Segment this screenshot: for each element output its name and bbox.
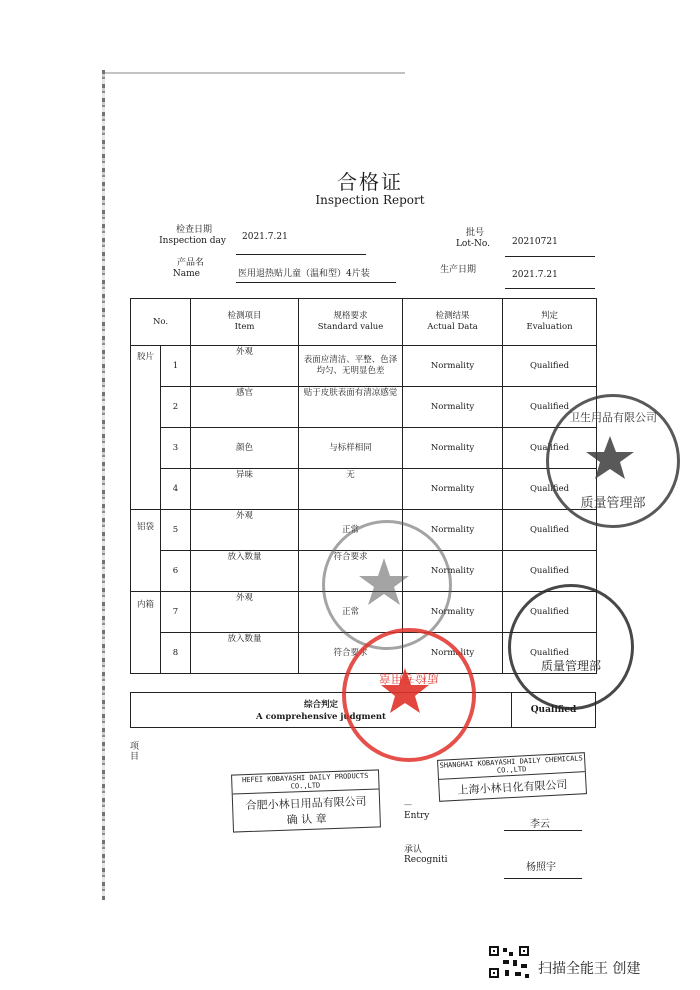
- row-item: 外观: [191, 346, 299, 387]
- recognition-underline: [504, 878, 582, 879]
- header-item: 检测项目 Item: [191, 299, 299, 346]
- row-standard: 符合要求: [299, 633, 403, 674]
- row-actual: Normality: [403, 387, 503, 428]
- product-name-label: 产品名 Name: [172, 258, 204, 279]
- row-actual: Normality: [403, 510, 503, 551]
- shanghai-stamp: SHANGHAI KOBAYASHI DAILY CHEMICALS CO.,LTD 上海小林日化有限公司: [437, 752, 587, 802]
- table-row: [131, 346, 597, 387]
- row-standard: 无: [299, 469, 403, 510]
- row-actual: Normality: [403, 469, 503, 510]
- lot-number-underline: [505, 256, 595, 257]
- row-item: 外观: [191, 510, 299, 551]
- row-evaluation: Qualified: [503, 551, 597, 592]
- row-actual: Normality: [403, 346, 503, 387]
- red-round-stamp: [342, 628, 476, 762]
- inspection-date-label: 检查日期 Inspection day: [159, 225, 226, 246]
- row-item: 异味: [191, 469, 299, 510]
- product-name-value: 医用退热贴儿童（温和型）4片装: [238, 269, 370, 279]
- row-item: 颜色: [191, 428, 299, 469]
- table-row: [131, 469, 597, 510]
- table-header-row: [131, 299, 597, 346]
- header-actual: 检测结果 Actual Data: [403, 299, 503, 346]
- entry-signature-name: 李云: [530, 819, 550, 830]
- row-standard: 表面应清洁、平整、色泽均匀、无明显色差: [299, 346, 403, 387]
- group-aluminum-bag: 铝袋: [131, 510, 161, 592]
- hefei-confirmation-stamp: HEFEI KOBAYASHI DAILY PRODUCTS CO.,LTD 合肥小林日用品有限公司 确 认 章: [231, 769, 381, 832]
- bottom-right-round-stamp: [508, 584, 634, 710]
- row-no: 6: [161, 551, 191, 592]
- document-subtitle: Inspection Report: [315, 193, 425, 207]
- comprehensive-judgment-label: 综合判定 A comprehensive judgment: [256, 700, 386, 722]
- row-no: 2: [161, 387, 191, 428]
- row-no: 3: [161, 428, 191, 469]
- row-evaluation: Qualified: [503, 346, 597, 387]
- row-actual: Normality: [403, 592, 503, 633]
- inspection-date-underline: [236, 254, 366, 255]
- lot-number-value: 20210721: [512, 237, 558, 247]
- row-no: 5: [161, 510, 191, 551]
- center-star-icon: [322, 520, 446, 644]
- row-standard: 符合要求: [299, 551, 403, 592]
- entry-label: Entry: [404, 811, 430, 821]
- entry-underline: [504, 830, 582, 831]
- row-evaluation: Qualified: [503, 633, 597, 674]
- row-item: 放入数量: [191, 551, 299, 592]
- red-stamp-center-text: 质检专用章: [379, 671, 440, 685]
- bottom-right-stamp-dept-text: 质量管理部: [540, 659, 601, 673]
- inspection-date-value: 2021.7.21: [242, 232, 288, 242]
- header-evaluation: 判定 Evaluation: [503, 299, 597, 346]
- row-evaluation: Qualified: [503, 592, 597, 633]
- production-date-underline: [505, 288, 595, 289]
- row-standard: 与标样相同: [299, 428, 403, 469]
- qr-code-icon: [487, 944, 531, 980]
- row-item: 外观: [191, 592, 299, 633]
- entry-label-cn: —: [404, 800, 412, 809]
- row-standard: 贴于皮肤表面有清凉感觉: [299, 387, 403, 428]
- row-no: 8: [161, 633, 191, 674]
- right-stamp-dept-text: 质量管理部: [580, 496, 646, 511]
- row-evaluation: Qualified: [503, 428, 597, 469]
- row-evaluation: Qualified: [503, 387, 597, 428]
- row-actual: Normality: [403, 428, 503, 469]
- row-actual: Normality: [403, 551, 503, 592]
- lot-number-label: 批号 Lot-No.: [455, 228, 490, 249]
- scanner-app-watermark: 扫描全能王 创建: [538, 961, 641, 977]
- production-date-label: 生产日期: [440, 265, 477, 275]
- comprehensive-judgment-result: Qualified: [530, 705, 577, 715]
- row-evaluation: Qualified: [503, 510, 597, 551]
- row-standard: 正常: [299, 592, 403, 633]
- scan-top-artifact: [105, 72, 405, 74]
- group-film: 胶片: [131, 346, 161, 510]
- document-title: 合格证: [337, 170, 403, 194]
- row-evaluation: Qualified: [503, 469, 597, 510]
- row-no: 7: [161, 592, 191, 633]
- row-no: 4: [161, 469, 191, 510]
- production-date-value: 2021.7.21: [512, 270, 558, 280]
- recognition-label-cn: 承认: [404, 845, 423, 855]
- group-inner-box: 内箱: [131, 592, 161, 674]
- row-no: 1: [161, 346, 191, 387]
- row-item: 放入数量: [191, 633, 299, 674]
- table-row: [131, 428, 597, 469]
- header-no: No.: [131, 299, 191, 346]
- entry-item-label-partial: 项目: [130, 742, 140, 762]
- recognition-signature-name: 杨照宇: [526, 862, 556, 873]
- product-name-underline: [236, 282, 396, 283]
- row-standard: 正常: [299, 510, 403, 551]
- row-item: 感官: [191, 387, 299, 428]
- red-stamp-star-icon: [342, 628, 468, 754]
- row-actual: Normality: [403, 633, 503, 674]
- right-round-stamp: [546, 394, 680, 528]
- table-row: [131, 387, 597, 428]
- right-stamp-company-text: 卫生用品有限公司: [569, 411, 657, 424]
- recognition-label: Recogniti: [404, 855, 448, 865]
- header-standard: 规格要求 Standard value: [299, 299, 403, 346]
